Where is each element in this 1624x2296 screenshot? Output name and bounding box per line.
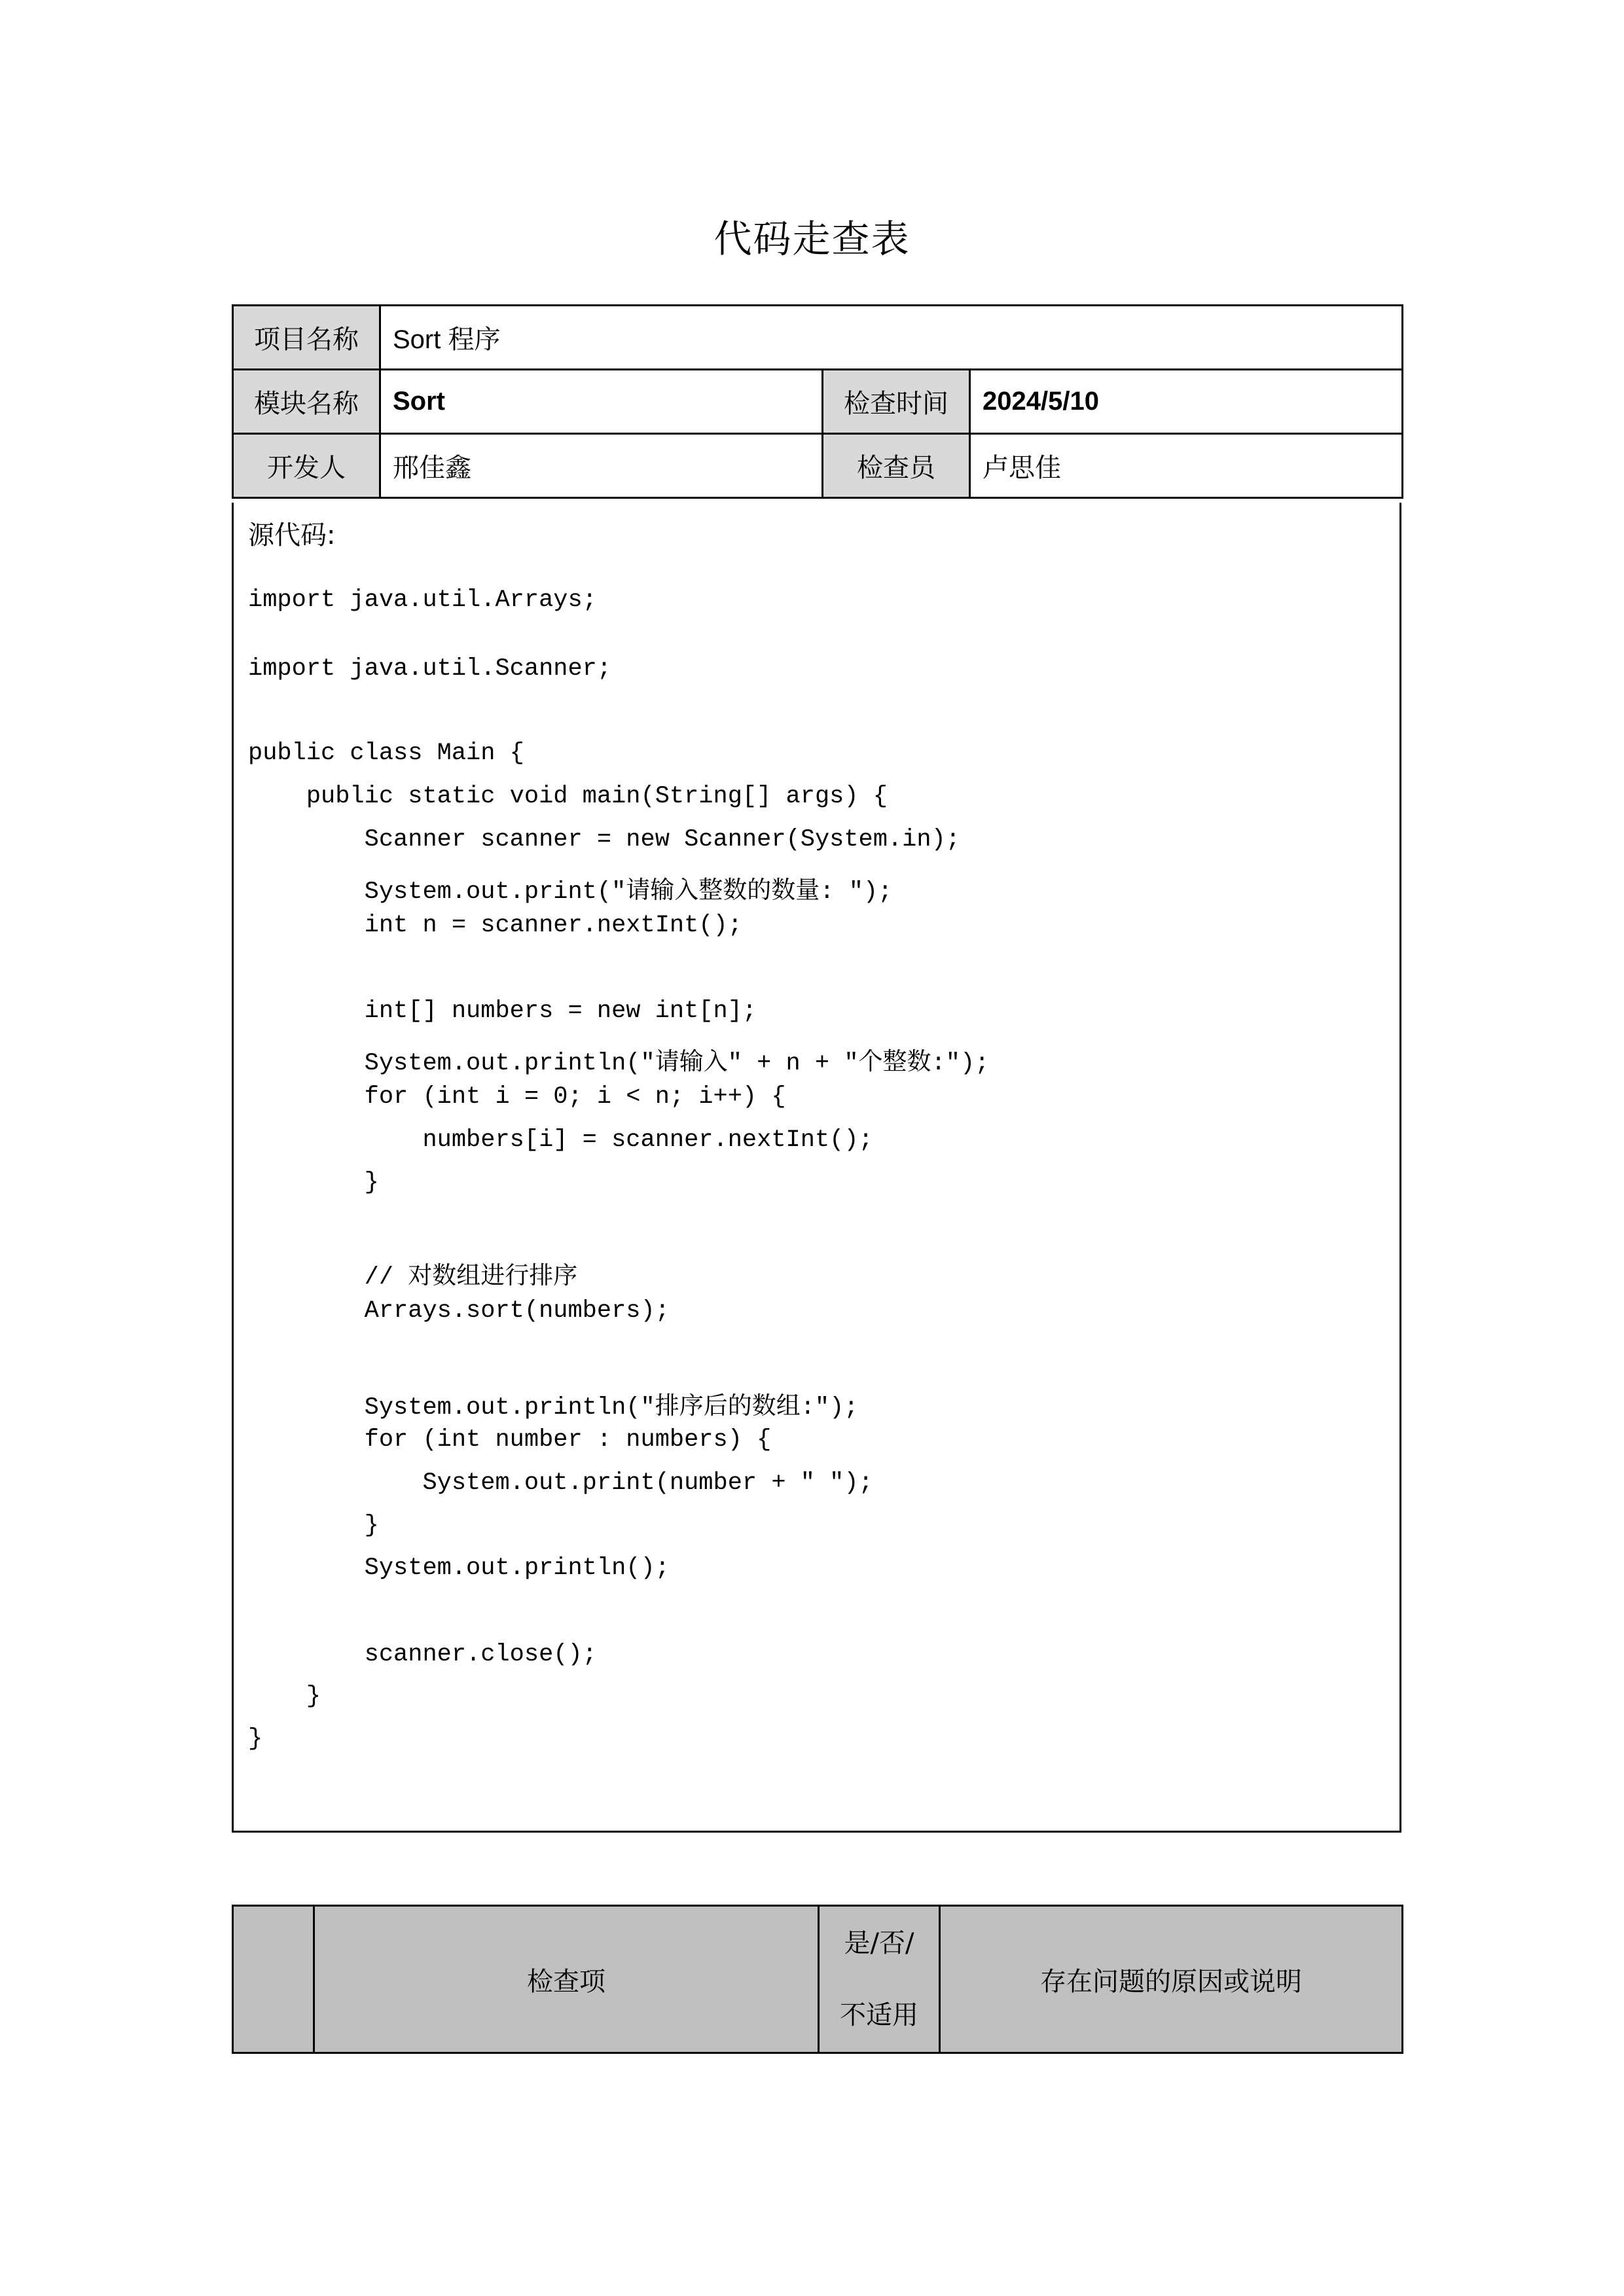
code-line: } (248, 1725, 263, 1753)
check-time-value: 2024/5/10 (970, 370, 1403, 434)
developer-value: 邢佳鑫 (380, 434, 823, 498)
code-line: for (int i = 0; i < n; i++) { (248, 1083, 786, 1111)
page-title: 代码走查表 (713, 217, 911, 261)
check-time-label: 检查时间 (823, 370, 970, 434)
index-header (233, 1906, 314, 2053)
code-comment: // 对数组进行排序 (248, 1264, 578, 1291)
code-line: public static void main(String[] args) { (248, 783, 888, 810)
info-table (232, 304, 1403, 499)
code-block (248, 503, 990, 1753)
developer-label: 开发人 (233, 434, 380, 498)
module-label: 模块名称 (233, 370, 380, 434)
checklist-table (232, 1905, 1403, 2054)
source-label: 源代码: (248, 520, 336, 550)
code-line: } (248, 1169, 379, 1196)
code-line: scanner.close(); (248, 1641, 597, 1668)
code-line: public class Main { (248, 740, 524, 767)
inspector-value: 卢思佳 (970, 434, 1403, 498)
code-line: for (int number : numbers) { (248, 1426, 772, 1454)
code-line: System.out.println("排序后的数组:"); (248, 1394, 859, 1422)
yes-no-line2: 不适用 (840, 2000, 918, 2030)
code-line: System.out.print("请输入整数的数量: "); (248, 878, 893, 906)
module-row (233, 370, 1403, 434)
code-line: int n = scanner.nextInt(); (248, 912, 742, 939)
yes-no-line1: 是/否/ (844, 1928, 914, 1958)
code-line: System.out.print(number + " "); (248, 1469, 873, 1497)
code-line: } (248, 1512, 379, 1539)
code-line: import java.util.Arrays; (248, 586, 597, 614)
reason-header: 存在问题的原因或说明 (940, 1906, 1403, 2053)
code-line: System.out.println("请输入" + n + "个整数:"); (248, 1050, 990, 1077)
code-line: System.out.println(); (248, 1554, 670, 1582)
source-code-box (232, 503, 1401, 1833)
inspector-label: 检查员 (823, 434, 970, 498)
code-line: int[] numbers = new int[n]; (248, 997, 757, 1025)
people-row (233, 434, 1403, 498)
code-line: } (248, 1683, 321, 1710)
module-value: Sort (380, 370, 823, 434)
project-label: 项目名称 (233, 306, 380, 370)
code-line: Arrays.sort(numbers); (248, 1297, 670, 1325)
project-value: Sort 程序 (380, 306, 1403, 370)
code-line: import java.util.Scanner; (248, 655, 612, 683)
project-row (233, 306, 1403, 370)
checklist-header-row (233, 1906, 1403, 2053)
yes-no-header (819, 1906, 940, 2053)
check-item-header: 检查项 (314, 1906, 819, 2053)
code-line: numbers[i] = scanner.nextInt(); (248, 1126, 873, 1154)
code-line: Scanner scanner = new Scanner(System.in); (248, 826, 960, 853)
